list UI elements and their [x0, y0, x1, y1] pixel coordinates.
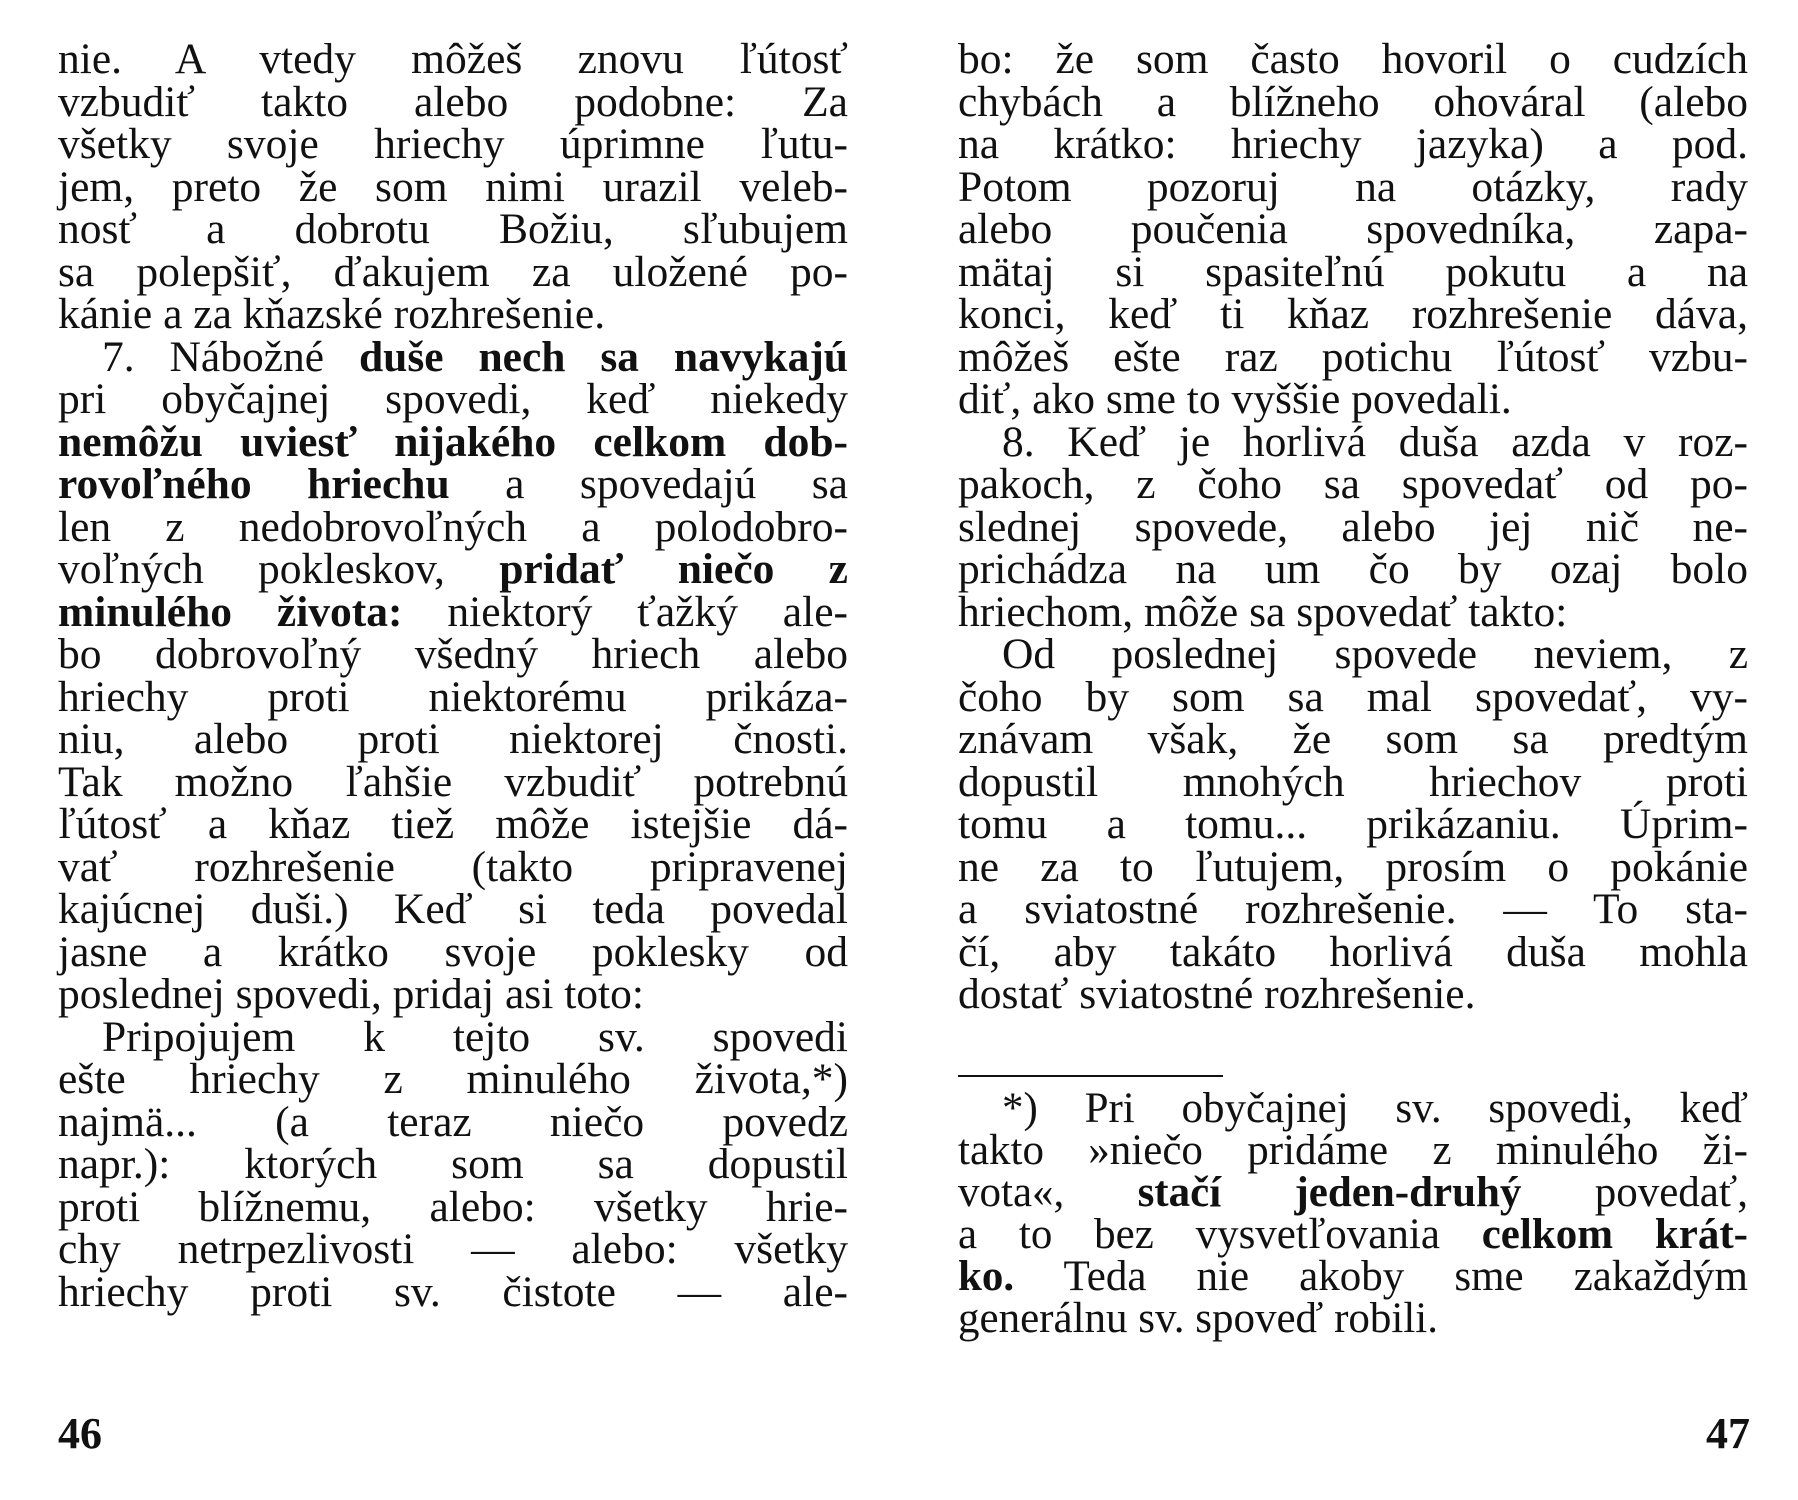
paragraph-7-first-line [58, 332, 848, 381]
text-line: znávam však, že som sa predtým [958, 715, 1748, 763]
footnote-line: generálnu sv. spoveď robili. [958, 1295, 1438, 1342]
text-line: pri obyčajnej spovedi, keď niekedy [58, 375, 848, 423]
footnote-line [958, 1169, 1748, 1216]
text-run: voľných pokleskov, [58, 545, 445, 593]
text-line: bo dobrovoľný všedný hriech alebo [58, 630, 848, 678]
text-line: chybách a blížneho ohováral (alebo [958, 77, 1748, 126]
text-run: vota«, [958, 1169, 1065, 1216]
text-line: kajúcnej duši.) Keď si teda povedal [58, 885, 848, 933]
text-run: 7. Nábožné [102, 332, 325, 381]
footnote [958, 1085, 1748, 1342]
text-line: vzbudiť takto alebo podobne: Za [58, 77, 848, 126]
text-line: jasne a krátko svoje poklesky od [58, 927, 848, 976]
text-line: 8. Keď je horlivá duša azda v roz- [1002, 417, 1748, 466]
bold-run: rovoľného hriechu [58, 460, 450, 508]
text-line [58, 417, 848, 466]
right-page [958, 35, 1748, 1018]
footnote-line [958, 1253, 1748, 1300]
text-line: Od poslednej spovede neviem, z [1002, 630, 1748, 678]
text-line: kánie a za kňazské rozhrešenie. [58, 290, 606, 338]
text-line: Tak možno ľahšie vzbudiť potrebnú [58, 757, 848, 806]
text-line: tomu a tomu... prikázaniu. Úprim- [958, 800, 1748, 848]
text-line: Pripojujem k tejto sv. spovedi [102, 1012, 848, 1061]
text-line: niu, alebo proti niektorej čnosti. [58, 715, 848, 763]
text-line: prichádza na um čo by ozaj bolo [958, 545, 1748, 593]
text-line: vať rozhrešenie (takto pripravenej [58, 842, 848, 891]
text-line: slednej spovede, alebo jej nič ne- [958, 502, 1748, 551]
text-line: nie. A vtedy môžeš znovu ľútosť [58, 35, 848, 83]
text-line: dopustil mnohých hriechov proti [958, 757, 1748, 806]
text-line: čoho by som sa mal spovedať, vy- [958, 672, 1748, 721]
text-line: na krátko: hriechy jazyka) a pod. [958, 120, 1748, 168]
text-run: a to bez vysvetľovania [958, 1211, 1440, 1258]
text-line: a sviatostné rozhrešenie. — To sta- [958, 885, 1748, 933]
text-run: Teda nie akoby sme zakaždým [1063, 1253, 1748, 1300]
text-line [58, 460, 848, 508]
bold-run: stačí jeden-druhý [1137, 1169, 1522, 1216]
footnote-line [958, 1211, 1748, 1258]
text-line: chy netrpezlivosti — alebo: všetky [58, 1225, 848, 1273]
text-line: konci, keď ti kňaz rozhrešenie dáva, [958, 290, 1748, 338]
text-line: napr.): ktorých som sa dopustil [58, 1140, 848, 1188]
bold-run: ko. [958, 1253, 1015, 1300]
text-line: Potom pozoruj na otázky, rady [958, 162, 1748, 211]
footnote-divider [958, 1075, 1223, 1077]
text-line: sa polepšiť, ďakujem za uložené po- [58, 247, 848, 296]
text-line: diť, ako sme to vyššie povedali. [958, 375, 1512, 423]
bold-run: duše nech sa navykajú [358, 332, 848, 381]
text-line: alebo poučenia spovedníka, zapa- [958, 205, 1748, 253]
text-line: pakoch, z čoho sa spovedať od po- [958, 460, 1748, 508]
bold-run: pridať niečo z [499, 545, 848, 593]
text-line: všetky svoje hriechy úprimne ľutu- [58, 120, 848, 168]
text-line: hriechom, môže sa spovedať takto: [958, 587, 1568, 636]
text-line: len z nedobrovoľných a polodobro- [58, 502, 848, 551]
text-line: ešte hriechy z minulého života,*) [58, 1055, 848, 1103]
text-line: proti blížnemu, alebo: všetky hrie- [58, 1182, 848, 1231]
text-run: povedať, [1594, 1169, 1748, 1216]
text-line: bo: že som často hovoril o cudzích [958, 35, 1748, 83]
text-line: hriechy proti sv. čistote — ale- [58, 1267, 848, 1316]
text-line: mätaj si spasiteľnú pokutu a na [958, 247, 1748, 296]
text-line: nosť a dobrotu Božiu, sľubujem [58, 205, 848, 253]
text-line: môžeš ešte raz potichu ľútosť vzbu- [958, 332, 1748, 381]
text-line: poslednej spovedi, pridaj asi toto: [58, 970, 644, 1018]
footnote-line: *) Pri obyčajnej sv. spovedi, keď [1002, 1085, 1748, 1132]
text-line: ne za to ľutujem, prosím o pokánie [958, 842, 1748, 891]
text-run: a spovedajú sa [505, 460, 848, 508]
text-line: jem, preto že som nimi urazil veleb- [58, 162, 848, 211]
text-line [58, 545, 848, 593]
text-line: ľútosť a kňaz tiež môže istejšie dá- [58, 800, 848, 848]
bold-run: minulého života: [58, 587, 403, 636]
page-number-left: 46 [58, 1409, 102, 1458]
text-line: dostať sviatostné rozhrešenie. [958, 970, 1476, 1018]
text-run: niektorý ťažký ale- [447, 587, 848, 636]
bold-run: celkom krát- [1481, 1211, 1748, 1258]
text-line: čí, aby takáto horlivá duša mohla [958, 927, 1748, 976]
text-line [58, 587, 848, 636]
left-page [58, 35, 848, 1316]
page-number-right: 47 [1706, 1409, 1750, 1458]
footnote-line: takto »niečo pridáme z minulého ži- [958, 1127, 1748, 1174]
text-line: najmä... (a teraz niečo povedz [58, 1097, 848, 1146]
bold-run: nemôžu uviesť nijakého celkom dob- [58, 417, 848, 466]
text-line: hriechy proti niektorému prikáza- [58, 672, 848, 721]
